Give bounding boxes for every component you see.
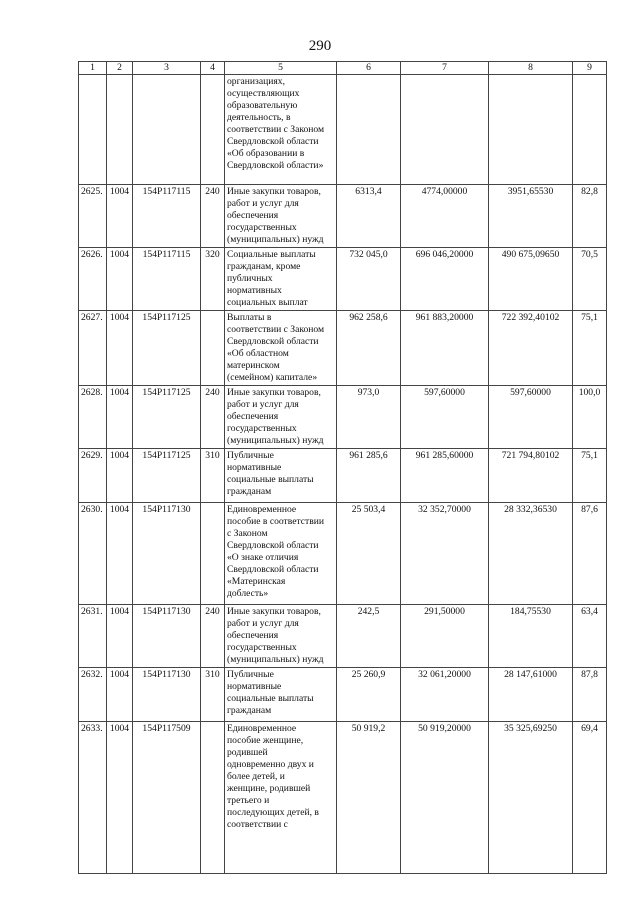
item-name-line: Публичные	[227, 450, 274, 461]
executed-amount-cell: 721 794,80102	[489, 449, 573, 503]
target-article-cell: 154P117125	[133, 311, 201, 386]
section-code-cell: 1004	[107, 386, 133, 449]
item-name-line: гражданам	[227, 705, 272, 716]
item-name-line: «Об образовании в	[227, 148, 305, 159]
item-name-line: (муниципальных) нужд	[227, 234, 324, 245]
refined-amount-cell: 597,60000	[401, 386, 489, 449]
approved-amount-cell: 973,0	[337, 386, 401, 449]
execution-percent-cell: 75,1	[573, 449, 607, 503]
item-name-line: Свердловской области	[227, 540, 319, 551]
budget-table	[78, 61, 607, 874]
item-name-line: (семейном) капитале»	[227, 372, 318, 383]
target-article-cell: 154P117130	[133, 503, 201, 605]
header-cell: 6	[337, 62, 401, 75]
item-name-line: обеспечения	[227, 630, 279, 641]
executed-amount-cell: 722 392,40102	[489, 311, 573, 386]
section-code-cell: 1004	[107, 605, 133, 668]
expense-type-cell: 240	[201, 185, 225, 248]
row-number-cell: 2625.	[79, 185, 107, 248]
section-code-cell: 1004	[107, 722, 133, 874]
refined-amount-cell: 32 061,20000	[401, 668, 489, 722]
item-name-line: деятельность, в	[227, 112, 291, 123]
item-name-line: государственных	[227, 642, 297, 653]
item-name-line: с Законом	[227, 528, 268, 539]
header-cell: 2	[107, 62, 133, 75]
execution-percent-cell: 82,8	[573, 185, 607, 248]
refined-amount-cell	[401, 75, 489, 185]
row-number-cell	[79, 75, 107, 185]
item-name-line: работ и услуг для	[227, 198, 299, 209]
execution-percent-cell: 69,4	[573, 722, 607, 874]
item-name-line: социальные выплаты	[227, 693, 314, 704]
executed-amount-cell: 184,75530	[489, 605, 573, 668]
section-code-cell: 1004	[107, 185, 133, 248]
item-name-line: обеспечения	[227, 411, 279, 422]
item-name-line: (муниципальных) нужд	[227, 435, 324, 446]
item-name-line: материнском	[227, 360, 280, 371]
item-name-line: «О знаке отличия	[227, 552, 299, 563]
refined-amount-cell: 4774,00000	[401, 185, 489, 248]
approved-amount-cell: 962 258,6	[337, 311, 401, 386]
item-name-line: обеспечения	[227, 210, 279, 221]
item-name-line: работ и услуг для	[227, 399, 299, 410]
target-article-cell: 154P117509	[133, 722, 201, 874]
refined-amount-cell: 696 046,20000	[401, 248, 489, 311]
item-name-line: одновременно двух и	[227, 759, 314, 770]
header-cell: 1	[79, 62, 107, 75]
item-name-line: пособие в соответствии	[227, 516, 325, 527]
refined-amount-cell: 50 919,20000	[401, 722, 489, 874]
row-number-cell: 2626.	[79, 248, 107, 311]
item-name-cell	[225, 668, 337, 722]
expense-type-cell: 310	[201, 668, 225, 722]
table-row	[79, 722, 607, 874]
item-name-cell	[225, 75, 337, 185]
item-name-line: Свердловской области	[227, 564, 319, 575]
item-name-line: родившей	[227, 747, 268, 758]
item-name-line: образовательную	[227, 100, 298, 111]
item-name-line: социальных выплат	[227, 297, 308, 308]
header-cell: 3	[133, 62, 201, 75]
header-cell: 7	[401, 62, 489, 75]
item-name-cell	[225, 605, 337, 668]
item-name-line: гражданам, кроме	[227, 261, 301, 272]
item-name-line: Свердловской области»	[227, 160, 324, 171]
item-name-line: Единовременное	[227, 504, 297, 515]
header-cell: 5	[225, 62, 337, 75]
item-name-line: соответствии с	[227, 819, 288, 830]
section-code-cell: 1004	[107, 503, 133, 605]
row-number-cell: 2627.	[79, 311, 107, 386]
expense-type-cell: 240	[201, 386, 225, 449]
execution-percent-cell: 75,1	[573, 311, 607, 386]
row-number-cell: 2631.	[79, 605, 107, 668]
execution-percent-cell: 70,5	[573, 248, 607, 311]
expense-type-cell	[201, 503, 225, 605]
header-row	[79, 62, 607, 75]
item-name-line: осуществляющих	[227, 88, 300, 99]
row-number-cell: 2632.	[79, 668, 107, 722]
section-code-cell	[107, 75, 133, 185]
table-row	[79, 311, 607, 386]
item-name-cell	[225, 386, 337, 449]
refined-amount-cell: 32 352,70000	[401, 503, 489, 605]
target-article-cell: 154P117130	[133, 605, 201, 668]
execution-percent-cell: 87,6	[573, 503, 607, 605]
table-row	[79, 185, 607, 248]
target-article-cell	[133, 75, 201, 185]
table-row	[79, 449, 607, 503]
header-cell: 4	[201, 62, 225, 75]
table-row	[79, 503, 607, 605]
item-name-cell	[225, 311, 337, 386]
refined-amount-cell: 961 883,20000	[401, 311, 489, 386]
executed-amount-cell: 597,60000	[489, 386, 573, 449]
item-name-line: Публичные	[227, 669, 274, 680]
item-name-line: третьего и	[227, 795, 270, 806]
item-name-cell	[225, 722, 337, 874]
item-name-line: Иные закупки товаров,	[227, 387, 321, 398]
item-name-line: государственных	[227, 222, 297, 233]
item-name-line: Свердловской области	[227, 336, 319, 347]
table-row	[79, 248, 607, 311]
item-name-line: «Об областном	[227, 348, 289, 359]
item-name-line: гражданам	[227, 486, 272, 497]
executed-amount-cell: 3951,65530	[489, 185, 573, 248]
item-name-line: пособие женщине,	[227, 735, 304, 746]
item-name-cell	[225, 185, 337, 248]
target-article-cell: 154P117115	[133, 185, 201, 248]
approved-amount-cell	[337, 75, 401, 185]
item-name-line: государственных	[227, 423, 297, 434]
item-name-cell	[225, 503, 337, 605]
row-number-cell: 2628.	[79, 386, 107, 449]
execution-percent-cell: 100,0	[573, 386, 607, 449]
approved-amount-cell: 25 503,4	[337, 503, 401, 605]
table-row	[79, 75, 607, 185]
item-name-line: Иные закупки товаров,	[227, 606, 321, 617]
item-name-line: публичных	[227, 273, 273, 284]
item-name-line: организациях,	[227, 76, 285, 87]
execution-percent-cell: 87,8	[573, 668, 607, 722]
section-code-cell: 1004	[107, 449, 133, 503]
target-article-cell: 154P117125	[133, 449, 201, 503]
approved-amount-cell: 6313,4	[337, 185, 401, 248]
execution-percent-cell	[573, 75, 607, 185]
item-name-line: последующих детей, в	[227, 807, 319, 818]
section-code-cell: 1004	[107, 311, 133, 386]
header-cell: 8	[489, 62, 573, 75]
item-name-line: Единовременное	[227, 723, 297, 734]
expense-type-cell	[201, 722, 225, 874]
item-name-line: социальные выплаты	[227, 474, 314, 485]
refined-amount-cell: 291,50000	[401, 605, 489, 668]
expense-type-cell: 320	[201, 248, 225, 311]
target-article-cell: 154P117125	[133, 386, 201, 449]
item-name-cell	[225, 449, 337, 503]
item-name-line: (муниципальных) нужд	[227, 654, 324, 665]
executed-amount-cell: 28 332,36530	[489, 503, 573, 605]
executed-amount-cell	[489, 75, 573, 185]
expense-type-cell: 240	[201, 605, 225, 668]
expense-type-cell: 310	[201, 449, 225, 503]
refined-amount-cell: 961 285,60000	[401, 449, 489, 503]
item-name-line: более детей, и	[227, 771, 285, 782]
item-name-line: доблесть»	[227, 588, 269, 599]
header-cell: 9	[573, 62, 607, 75]
item-name-line: Свердловской области	[227, 136, 319, 147]
row-number-cell: 2633.	[79, 722, 107, 874]
approved-amount-cell: 961 285,6	[337, 449, 401, 503]
item-name-line: Выплаты в	[227, 312, 272, 323]
item-name-line: работ и услуг для	[227, 618, 299, 629]
item-name-cell	[225, 248, 337, 311]
row-number-cell: 2629.	[79, 449, 107, 503]
approved-amount-cell: 25 260,9	[337, 668, 401, 722]
section-code-cell: 1004	[107, 668, 133, 722]
item-name-line: соответствии с Законом	[227, 124, 325, 135]
item-name-line: нормативные	[227, 681, 282, 692]
section-code-cell: 1004	[107, 248, 133, 311]
approved-amount-cell: 50 919,2	[337, 722, 401, 874]
expense-type-cell	[201, 311, 225, 386]
item-name-line: Социальные выплаты	[227, 249, 316, 260]
target-article-cell: 154P117115	[133, 248, 201, 311]
page-number: 290	[308, 38, 332, 54]
table-row	[79, 668, 607, 722]
approved-amount-cell: 732 045,0	[337, 248, 401, 311]
item-name-line: нормативные	[227, 462, 282, 473]
item-name-line: нормативных	[227, 285, 282, 296]
table-row	[79, 386, 607, 449]
executed-amount-cell: 35 325,69250	[489, 722, 573, 874]
row-number-cell: 2630.	[79, 503, 107, 605]
item-name-line: Иные закупки товаров,	[227, 186, 321, 197]
item-name-line: соответствии с Законом	[227, 324, 325, 335]
table-row	[79, 605, 607, 668]
execution-percent-cell: 63,4	[573, 605, 607, 668]
item-name-line: женщине, родившей	[227, 783, 311, 794]
target-article-cell: 154P117130	[133, 668, 201, 722]
executed-amount-cell: 490 675,09650	[489, 248, 573, 311]
item-name-line: «Материнская	[227, 576, 286, 587]
approved-amount-cell: 242,5	[337, 605, 401, 668]
expense-type-cell	[201, 75, 225, 185]
executed-amount-cell: 28 147,61000	[489, 668, 573, 722]
